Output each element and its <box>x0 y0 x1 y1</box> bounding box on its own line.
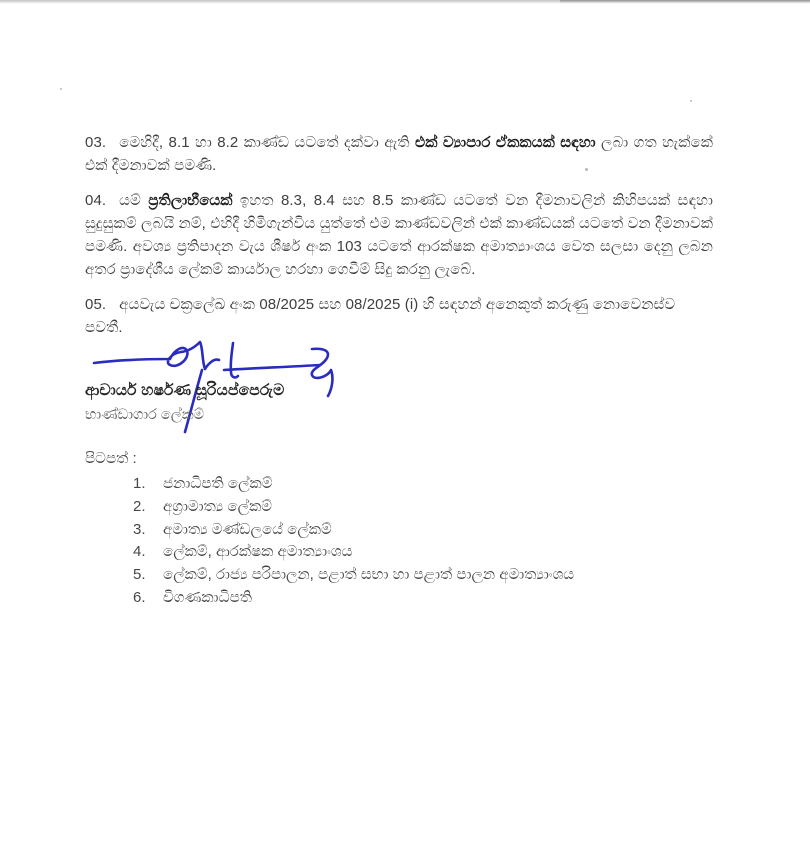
paragraph-04 <box>85 189 713 281</box>
paragraph-03 <box>85 131 713 177</box>
list-item-text: අග්‍රාමාත්‍ය ලේකම් <box>163 497 273 515</box>
list-item-number: 2. <box>133 497 146 515</box>
paragraph-05 <box>85 293 713 339</box>
paragraph-number: 05. <box>85 296 107 313</box>
list-item <box>133 541 574 564</box>
list-item-text: ජනාධිපති ලේකම් <box>163 475 273 492</box>
paragraph-text: අයවැය චක්‍රලේඛ අංක 08/2025 සහ 08/2025 (i) හි සඳහන් අනෙකුත් කරුණු නොවෙනස්ව පවතී. <box>85 296 676 336</box>
list-item-text: අමාත්‍ය මණ්ඩලයේ ලේකම් <box>163 520 332 538</box>
list-item-text: ලේකම්, රාජ්‍ය පරිපාලන, පළාත් සභා හා පළාත් පාලන අමාත්‍යාංශය <box>163 566 575 584</box>
list-item <box>133 519 574 542</box>
list-item <box>133 473 574 496</box>
scan-speck <box>690 100 692 102</box>
paragraph-text: යම් <box>119 192 149 209</box>
signatory-name: ආචාර්ය හර්ෂණ සූරියප්පෙරුම <box>85 382 285 399</box>
scan-edge-artifact <box>560 0 810 3</box>
copies-list <box>133 473 574 610</box>
list-item <box>133 587 574 610</box>
paragraph-text: මෙහිදී, 8.1 හා 8.2 කාණ්ඩ යටතේ දක්වා ඇති <box>119 134 415 151</box>
copies-label: පිටපත් : <box>85 450 137 467</box>
list-item-number: 5. <box>133 566 146 584</box>
paragraph-text-bold: එක් ව්‍යාපාර ඒකකයක් සඳහා <box>415 134 596 151</box>
list-item-text: විගණකාධිපති <box>163 588 252 606</box>
list-item-text: ලේකම්, ආරක්ෂක අමාත්‍යාංශය <box>163 543 353 561</box>
paragraph-text-bold: ප්‍රතිලාභීයෙක් <box>148 192 233 209</box>
paragraph-text: ඉහත 8.3, 8.4 සහ 8.5 කාණ්ඩ යටතේ වන දීමනාවලින් කිහිපයක් සඳහා සුදුසුකම් ලබයි නම්, එහිදී හිමිගැන්විය යුත්තේ එම කාණ්ඩවලින් එක් කාණ්ඩයක් යටතේ වන දීමනාවක් පමණි. අවශ්‍ය ප්‍රතිපාදන වැය ශීර්ෂ අංක 103 යටතේ ආරක්ෂක අමාත්‍යාංශය වෙත සලසා දෙනු ලබන අතර ප්‍රාදේශීය ලේකම් කාර්යාල හරහා ගෙවීම් සිදු කරනු ලැබේ. <box>85 192 713 278</box>
list-item <box>133 564 574 587</box>
list-item <box>133 496 574 519</box>
signatory-title: භාණ්ඩාගාර ලේකම් <box>85 407 205 423</box>
list-item-number: 6. <box>133 588 146 606</box>
list-item-number: 4. <box>133 543 146 561</box>
list-item-number: 3. <box>133 520 146 538</box>
paragraph-number: 04. <box>85 192 107 209</box>
scan-speck <box>60 88 62 90</box>
list-item-number: 1. <box>133 475 146 492</box>
paragraph-number: 03. <box>85 134 107 151</box>
paragraph-text: ලබා ගත හැක්කේ එක් දීමනාවක් පමණි. <box>85 134 713 174</box>
